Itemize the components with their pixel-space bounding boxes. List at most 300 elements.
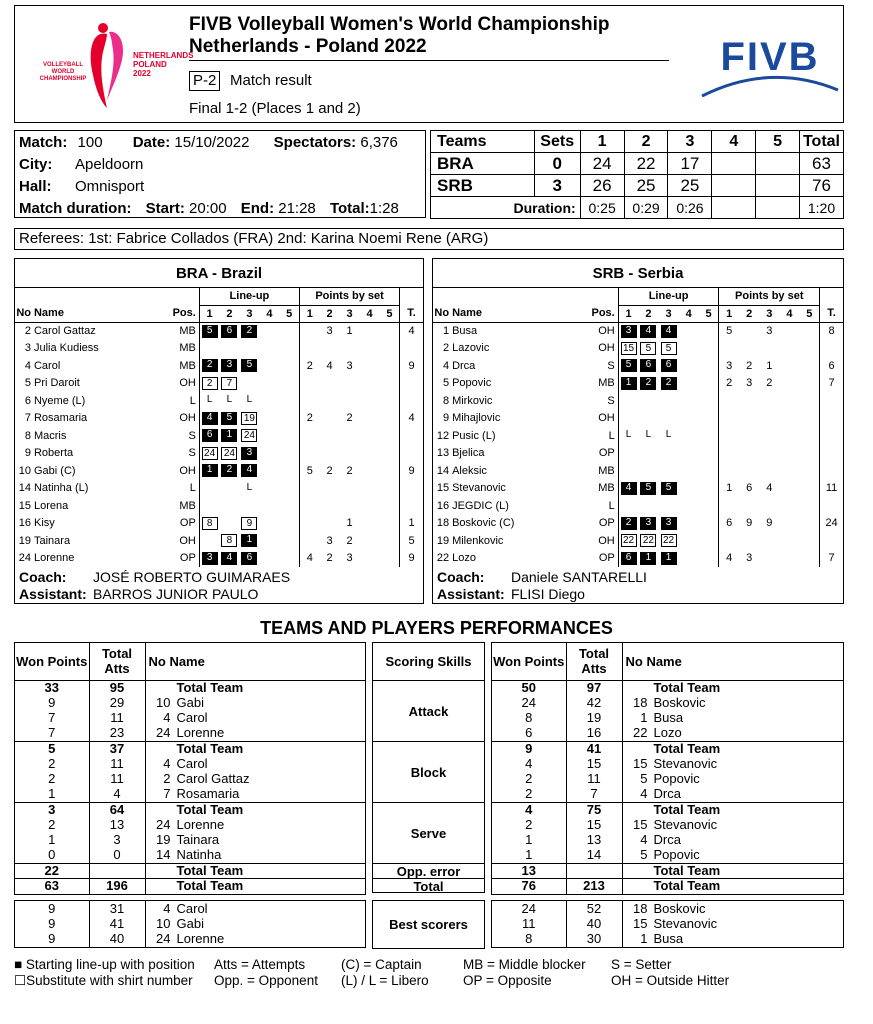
total-atts: 40 bbox=[566, 916, 622, 931]
lineup-cell: 3 bbox=[241, 447, 257, 460]
perf-row bbox=[492, 680, 843, 695]
col-total: T. bbox=[400, 305, 423, 322]
player-pos: L bbox=[189, 394, 196, 407]
won-points: 9 bbox=[15, 901, 89, 916]
lineup-cell: 19 bbox=[241, 412, 257, 425]
player-name: Natinha bbox=[176, 847, 222, 863]
set-points bbox=[759, 410, 779, 428]
svg-text:VOLLEYBALL: VOLLEYBALL bbox=[43, 62, 83, 68]
lineup-cell: 2 bbox=[202, 377, 218, 390]
col-points-set: 3 bbox=[759, 305, 779, 322]
lineup-cell: 1 bbox=[661, 552, 677, 565]
player-no: 4 bbox=[640, 832, 648, 848]
player-no: 4 bbox=[163, 755, 171, 771]
col-lineup-set: 4 bbox=[259, 305, 279, 322]
won-points: 2 bbox=[492, 772, 566, 787]
set-points bbox=[799, 427, 819, 445]
set-points: 1 bbox=[719, 480, 739, 498]
set-points bbox=[779, 375, 799, 393]
player-pos: OP bbox=[179, 552, 196, 565]
fivb-logo bbox=[700, 30, 840, 100]
total-atts: 52 bbox=[566, 901, 622, 916]
perf-row bbox=[15, 863, 365, 878]
player-row bbox=[433, 410, 843, 428]
set-points: 3 bbox=[719, 357, 739, 375]
set-points bbox=[799, 357, 819, 375]
player-name: Aleksic bbox=[452, 464, 487, 477]
score-row-srb: SRB 3 26 25 25 76 bbox=[431, 175, 844, 197]
total-atts: 3 bbox=[89, 833, 145, 848]
player-no: 12 bbox=[436, 429, 450, 442]
player-row bbox=[15, 322, 423, 340]
set-points bbox=[360, 357, 380, 375]
lineup-cell: 5 bbox=[640, 342, 656, 355]
roster-table bbox=[15, 288, 423, 567]
lineup-header: Line-up bbox=[199, 288, 299, 305]
set-points bbox=[380, 322, 400, 340]
player-row bbox=[15, 427, 423, 445]
won-points: 63 bbox=[15, 878, 89, 893]
player-name: Boskovic bbox=[653, 694, 706, 710]
player-name: Pusic (L) bbox=[452, 429, 496, 442]
set-points bbox=[779, 427, 799, 445]
player-name: Drca bbox=[452, 359, 476, 372]
player-row bbox=[15, 445, 423, 463]
set-points bbox=[739, 392, 759, 410]
lineup-cell: 2 bbox=[621, 517, 637, 530]
set-points: 2 bbox=[746, 359, 753, 372]
set-points bbox=[380, 532, 400, 550]
set-points: 3 bbox=[326, 534, 333, 547]
col-total: T. bbox=[820, 305, 843, 322]
player-no: 5 bbox=[640, 847, 648, 863]
set-points: 3 bbox=[346, 552, 353, 565]
set-points: 1 bbox=[346, 517, 353, 530]
set-points: 2 bbox=[346, 412, 353, 425]
set-points bbox=[739, 427, 759, 445]
set-points: 2 bbox=[299, 410, 319, 428]
player-no: 7 bbox=[163, 786, 171, 802]
set-points bbox=[779, 340, 799, 358]
player-pos: MB bbox=[179, 342, 196, 355]
player-name: Boskovic (C) bbox=[452, 517, 515, 530]
player-no: 4 bbox=[24, 359, 31, 372]
player-name: Popovic bbox=[653, 771, 700, 787]
player-row bbox=[433, 445, 843, 463]
player-row bbox=[433, 322, 843, 340]
perf-row bbox=[15, 756, 365, 771]
set-points bbox=[380, 392, 400, 410]
set-points bbox=[739, 497, 759, 515]
perf-row bbox=[15, 741, 365, 756]
player-pos: MB bbox=[598, 482, 615, 495]
player-no: 15 bbox=[633, 816, 648, 832]
player-no: 15 bbox=[633, 755, 648, 771]
title-divider bbox=[189, 60, 669, 61]
col-won-points: Won Points bbox=[15, 643, 89, 680]
perf-row bbox=[15, 711, 365, 726]
col-pos: Pos. bbox=[171, 305, 199, 322]
player-no: 16 bbox=[436, 499, 450, 512]
lineup-cell: 3 bbox=[221, 359, 237, 372]
player-name: Kisy bbox=[33, 517, 55, 530]
skill-attack: Attack bbox=[373, 680, 484, 741]
perf-row bbox=[492, 756, 843, 771]
player-name: Milenkovic bbox=[452, 534, 504, 547]
performances-title: TEAMS AND PLAYERS PERFORMANCES bbox=[260, 618, 613, 638]
set-points bbox=[799, 550, 819, 568]
player-name: Total Team bbox=[653, 679, 721, 695]
player-row bbox=[15, 357, 423, 375]
set-points bbox=[380, 357, 400, 375]
player-total bbox=[400, 375, 423, 393]
player-name: Lorenne bbox=[176, 931, 225, 947]
won-points: 1 bbox=[492, 848, 566, 863]
won-points: 9 bbox=[15, 695, 89, 710]
set-points bbox=[320, 445, 340, 463]
lineup-cell: 4 bbox=[202, 412, 218, 425]
player-no: 2 bbox=[442, 342, 450, 355]
set-points bbox=[759, 445, 779, 463]
lineup-cell: 4 bbox=[640, 325, 656, 338]
set-points bbox=[719, 462, 739, 480]
player-total: 9 bbox=[400, 357, 423, 375]
player-name: Busa bbox=[653, 710, 684, 726]
perf-row bbox=[15, 901, 365, 916]
lineup-cell: 2 bbox=[640, 377, 656, 390]
phase-label: Final 1-2 (Places 1 and 2) bbox=[189, 100, 361, 117]
set-points bbox=[759, 550, 779, 568]
player-pos: OH bbox=[179, 464, 196, 477]
svg-text:WORLD: WORLD bbox=[51, 69, 75, 75]
player-row bbox=[15, 462, 423, 480]
set-points: 2 bbox=[326, 464, 333, 477]
won-points: 4 bbox=[492, 756, 566, 771]
player-name: Gabi (C) bbox=[33, 464, 76, 477]
col-total-atts: Total Atts bbox=[566, 643, 622, 680]
set-points bbox=[759, 532, 779, 550]
set-points: 4 bbox=[299, 550, 319, 568]
player-total: 7 bbox=[820, 375, 843, 393]
player-name: Carol bbox=[33, 359, 61, 372]
lineup-cell: 1 bbox=[241, 534, 257, 547]
col-no: No bbox=[15, 305, 34, 322]
lineup-cell: 6 bbox=[221, 325, 237, 338]
total-atts: 0 bbox=[89, 848, 145, 863]
player-pos: OP bbox=[598, 517, 615, 530]
col-total-atts: Total Atts bbox=[89, 643, 145, 680]
player-name: Total Team bbox=[653, 878, 721, 894]
set-points bbox=[360, 480, 380, 498]
perf-row bbox=[15, 817, 365, 832]
set-points bbox=[779, 322, 799, 340]
col-points-set: 3 bbox=[340, 305, 360, 322]
player-name: Stevanovic bbox=[653, 915, 718, 931]
player-no: 14 bbox=[436, 464, 450, 477]
total-atts: 13 bbox=[89, 817, 145, 832]
player-total bbox=[820, 532, 843, 550]
set-points bbox=[320, 515, 340, 533]
player-pos: S bbox=[188, 429, 196, 442]
set-points bbox=[340, 497, 360, 515]
set-points bbox=[299, 445, 319, 463]
won-points: 50 bbox=[492, 680, 566, 695]
lineup-header: Line-up bbox=[618, 288, 719, 305]
player-row bbox=[15, 392, 423, 410]
col-lineup-set: 5 bbox=[699, 305, 719, 322]
set-points bbox=[360, 322, 380, 340]
player-name: Stevanovic bbox=[653, 755, 718, 771]
set-points: 5 bbox=[719, 322, 739, 340]
player-no: 8 bbox=[442, 394, 450, 407]
duration-row: Duration: 0:25 0:29 0:26 1:20 bbox=[431, 197, 844, 219]
won-points: 22 bbox=[15, 863, 89, 878]
set-points bbox=[779, 497, 799, 515]
set-points bbox=[779, 357, 799, 375]
set-points bbox=[380, 445, 400, 463]
set-points bbox=[779, 410, 799, 428]
player-row bbox=[15, 340, 423, 358]
set-points bbox=[299, 515, 319, 533]
lineup-cell: 6 bbox=[241, 552, 257, 565]
set-points bbox=[340, 340, 360, 358]
player-name: Busa bbox=[452, 325, 478, 337]
set-points: 4 bbox=[719, 550, 739, 568]
player-pos: OH bbox=[179, 534, 196, 547]
player-no: 24 bbox=[156, 725, 171, 741]
player-row bbox=[15, 497, 423, 515]
set-points bbox=[340, 445, 360, 463]
player-total: 9 bbox=[400, 550, 423, 568]
set-points: 3 bbox=[346, 359, 353, 372]
player-no: 16 bbox=[18, 517, 31, 530]
lineup-cell: 22 bbox=[661, 534, 677, 547]
set-points: 2 bbox=[719, 375, 739, 393]
lineup-cell: 1 bbox=[221, 429, 237, 442]
col-no: No bbox=[433, 305, 452, 322]
player-name: Mirkovic bbox=[452, 394, 493, 407]
perf-row bbox=[492, 863, 843, 878]
player-no: 18 bbox=[633, 694, 648, 710]
player-row bbox=[15, 375, 423, 393]
col-no-name: No Name bbox=[145, 643, 365, 680]
best-scorers-srb bbox=[491, 900, 844, 948]
player-name: Total Team bbox=[653, 862, 721, 878]
player-total bbox=[820, 497, 843, 515]
player-row bbox=[433, 340, 843, 358]
lineup-cell: L bbox=[645, 429, 652, 441]
player-no: 4 bbox=[163, 710, 171, 726]
total-atts: 213 bbox=[566, 878, 622, 893]
col-points-set: 4 bbox=[360, 305, 380, 322]
lineup-cell: 6 bbox=[621, 552, 637, 565]
set-points bbox=[360, 532, 380, 550]
won-points: 2 bbox=[492, 817, 566, 832]
lineup-cell: 24 bbox=[221, 447, 237, 460]
lineup-cell: 3 bbox=[640, 517, 656, 530]
player-pos: OH bbox=[598, 534, 615, 547]
player-no: 9 bbox=[24, 447, 31, 460]
set-points bbox=[799, 515, 819, 533]
perf-row bbox=[15, 695, 365, 710]
skill-block: Block bbox=[373, 741, 484, 802]
won-points: 1 bbox=[492, 833, 566, 848]
player-row bbox=[433, 357, 843, 375]
page-title bbox=[189, 14, 609, 58]
set-points bbox=[360, 410, 380, 428]
set-points: 2 bbox=[326, 552, 333, 565]
player-pos: MB bbox=[598, 377, 615, 390]
player-name: Rosamaria bbox=[176, 786, 240, 802]
set-points bbox=[779, 462, 799, 480]
won-points: 9 bbox=[492, 741, 566, 756]
set-points bbox=[739, 410, 759, 428]
won-points: 4 bbox=[492, 802, 566, 817]
set-points bbox=[779, 392, 799, 410]
player-total bbox=[820, 427, 843, 445]
set-points bbox=[759, 427, 779, 445]
points-header: Points by set bbox=[299, 288, 399, 305]
set-points bbox=[360, 427, 380, 445]
player-name: Boskovic bbox=[653, 900, 706, 916]
col-points-set: 4 bbox=[779, 305, 799, 322]
set-points: 6 bbox=[746, 482, 753, 495]
player-total: 9 bbox=[400, 462, 423, 480]
total-atts: 64 bbox=[89, 802, 145, 817]
set-points: 3 bbox=[746, 552, 753, 565]
player-pos: MB bbox=[179, 325, 196, 337]
player-row bbox=[433, 480, 843, 498]
set-points: 4 bbox=[326, 359, 333, 372]
player-name: Lorenne bbox=[33, 552, 75, 565]
player-total bbox=[820, 445, 843, 463]
report-header bbox=[14, 5, 844, 123]
player-total: 4 bbox=[400, 322, 423, 340]
won-points: 3 bbox=[15, 802, 89, 817]
match-code: P-2 bbox=[189, 71, 220, 91]
player-total bbox=[400, 392, 423, 410]
set-points bbox=[360, 375, 380, 393]
team-panel-srb bbox=[432, 258, 844, 604]
won-points: 6 bbox=[492, 726, 566, 741]
player-no: 4 bbox=[442, 359, 450, 372]
won-points: 1 bbox=[15, 787, 89, 802]
total-atts: 30 bbox=[566, 932, 622, 947]
player-name: Drca bbox=[653, 786, 681, 802]
col-points-set: 1 bbox=[719, 305, 739, 322]
lineup-cell: 6 bbox=[640, 359, 656, 372]
total-atts: 75 bbox=[566, 802, 622, 817]
set-points: 2 bbox=[766, 377, 773, 390]
set-points bbox=[299, 392, 319, 410]
player-name: Total Team bbox=[176, 740, 244, 756]
total-atts: 11 bbox=[89, 772, 145, 787]
svg-text:FIVB: FIVB bbox=[720, 35, 820, 79]
won-points: 24 bbox=[492, 695, 566, 710]
lineup-cell: 3 bbox=[661, 517, 677, 530]
perf-row bbox=[492, 695, 843, 710]
skill-serve: Serve bbox=[373, 802, 484, 863]
player-row bbox=[433, 462, 843, 480]
total-atts: 29 bbox=[89, 695, 145, 710]
total-atts: 15 bbox=[566, 817, 622, 832]
player-no: 10 bbox=[156, 915, 171, 931]
lineup-cell: L bbox=[625, 429, 632, 441]
player-row bbox=[15, 480, 423, 498]
player-total: 8 bbox=[820, 322, 843, 340]
player-row bbox=[433, 532, 843, 550]
perf-row bbox=[15, 680, 365, 695]
player-name: Stevanovic bbox=[452, 482, 506, 495]
col-points-set: 2 bbox=[320, 305, 340, 322]
lineup-cell: 6 bbox=[661, 359, 677, 372]
player-name: Popovic bbox=[452, 377, 492, 390]
won-points: 2 bbox=[15, 756, 89, 771]
player-name: Carol Gattaz bbox=[176, 771, 250, 787]
total-atts: 37 bbox=[89, 741, 145, 756]
total-atts: 19 bbox=[566, 711, 622, 726]
set-points bbox=[299, 322, 319, 340]
perf-row bbox=[492, 932, 843, 947]
total-atts: 42 bbox=[566, 695, 622, 710]
total-atts: 7 bbox=[566, 787, 622, 802]
player-pos: MB bbox=[179, 359, 196, 372]
player-no: 1 bbox=[640, 710, 648, 726]
player-no: 4 bbox=[640, 786, 648, 802]
perf-row bbox=[492, 726, 843, 741]
player-no: 2 bbox=[163, 771, 171, 787]
player-no: 2 bbox=[24, 325, 31, 337]
player-total: 1 bbox=[400, 515, 423, 533]
total-atts: 4 bbox=[89, 787, 145, 802]
set-points bbox=[360, 497, 380, 515]
set-points bbox=[299, 480, 319, 498]
set-points bbox=[759, 392, 779, 410]
set-points bbox=[779, 532, 799, 550]
set-points bbox=[380, 427, 400, 445]
set-points: 3 bbox=[326, 325, 333, 337]
total-atts: 23 bbox=[89, 726, 145, 741]
total-atts: 97 bbox=[566, 680, 622, 695]
won-points: 2 bbox=[15, 772, 89, 787]
total-atts: 11 bbox=[89, 756, 145, 771]
perf-row bbox=[492, 802, 843, 817]
set-points bbox=[380, 515, 400, 533]
skill-total: Total bbox=[373, 878, 484, 893]
perf-row bbox=[15, 787, 365, 802]
player-name: Total Team bbox=[653, 801, 721, 817]
player-no: 24 bbox=[156, 816, 171, 832]
player-no: 10 bbox=[18, 464, 31, 477]
player-no: 14 bbox=[156, 847, 171, 863]
won-points: 11 bbox=[492, 916, 566, 931]
lineup-cell: 22 bbox=[640, 534, 656, 547]
svg-text:POLAND: POLAND bbox=[133, 60, 167, 69]
set-points: 2 bbox=[346, 534, 353, 547]
set-points bbox=[299, 427, 319, 445]
col-points-set: 5 bbox=[799, 305, 819, 322]
team-title: SRB - Serbia bbox=[433, 259, 843, 288]
total-atts: 41 bbox=[566, 741, 622, 756]
lineup-cell: 5 bbox=[621, 359, 637, 372]
set-points bbox=[380, 375, 400, 393]
set-points: 2 bbox=[346, 464, 353, 477]
set-points bbox=[320, 375, 340, 393]
col-no-name: No Name bbox=[622, 643, 843, 680]
won-points: 9 bbox=[15, 916, 89, 931]
roster-table bbox=[433, 288, 843, 567]
score-table: Teams Sets 1 2 3 4 5 Total BRA 0 24 22 17 63 SRB 3 26 25 25 76 Duration: 0:25 0:29 0:26 1:20 bbox=[430, 130, 844, 219]
